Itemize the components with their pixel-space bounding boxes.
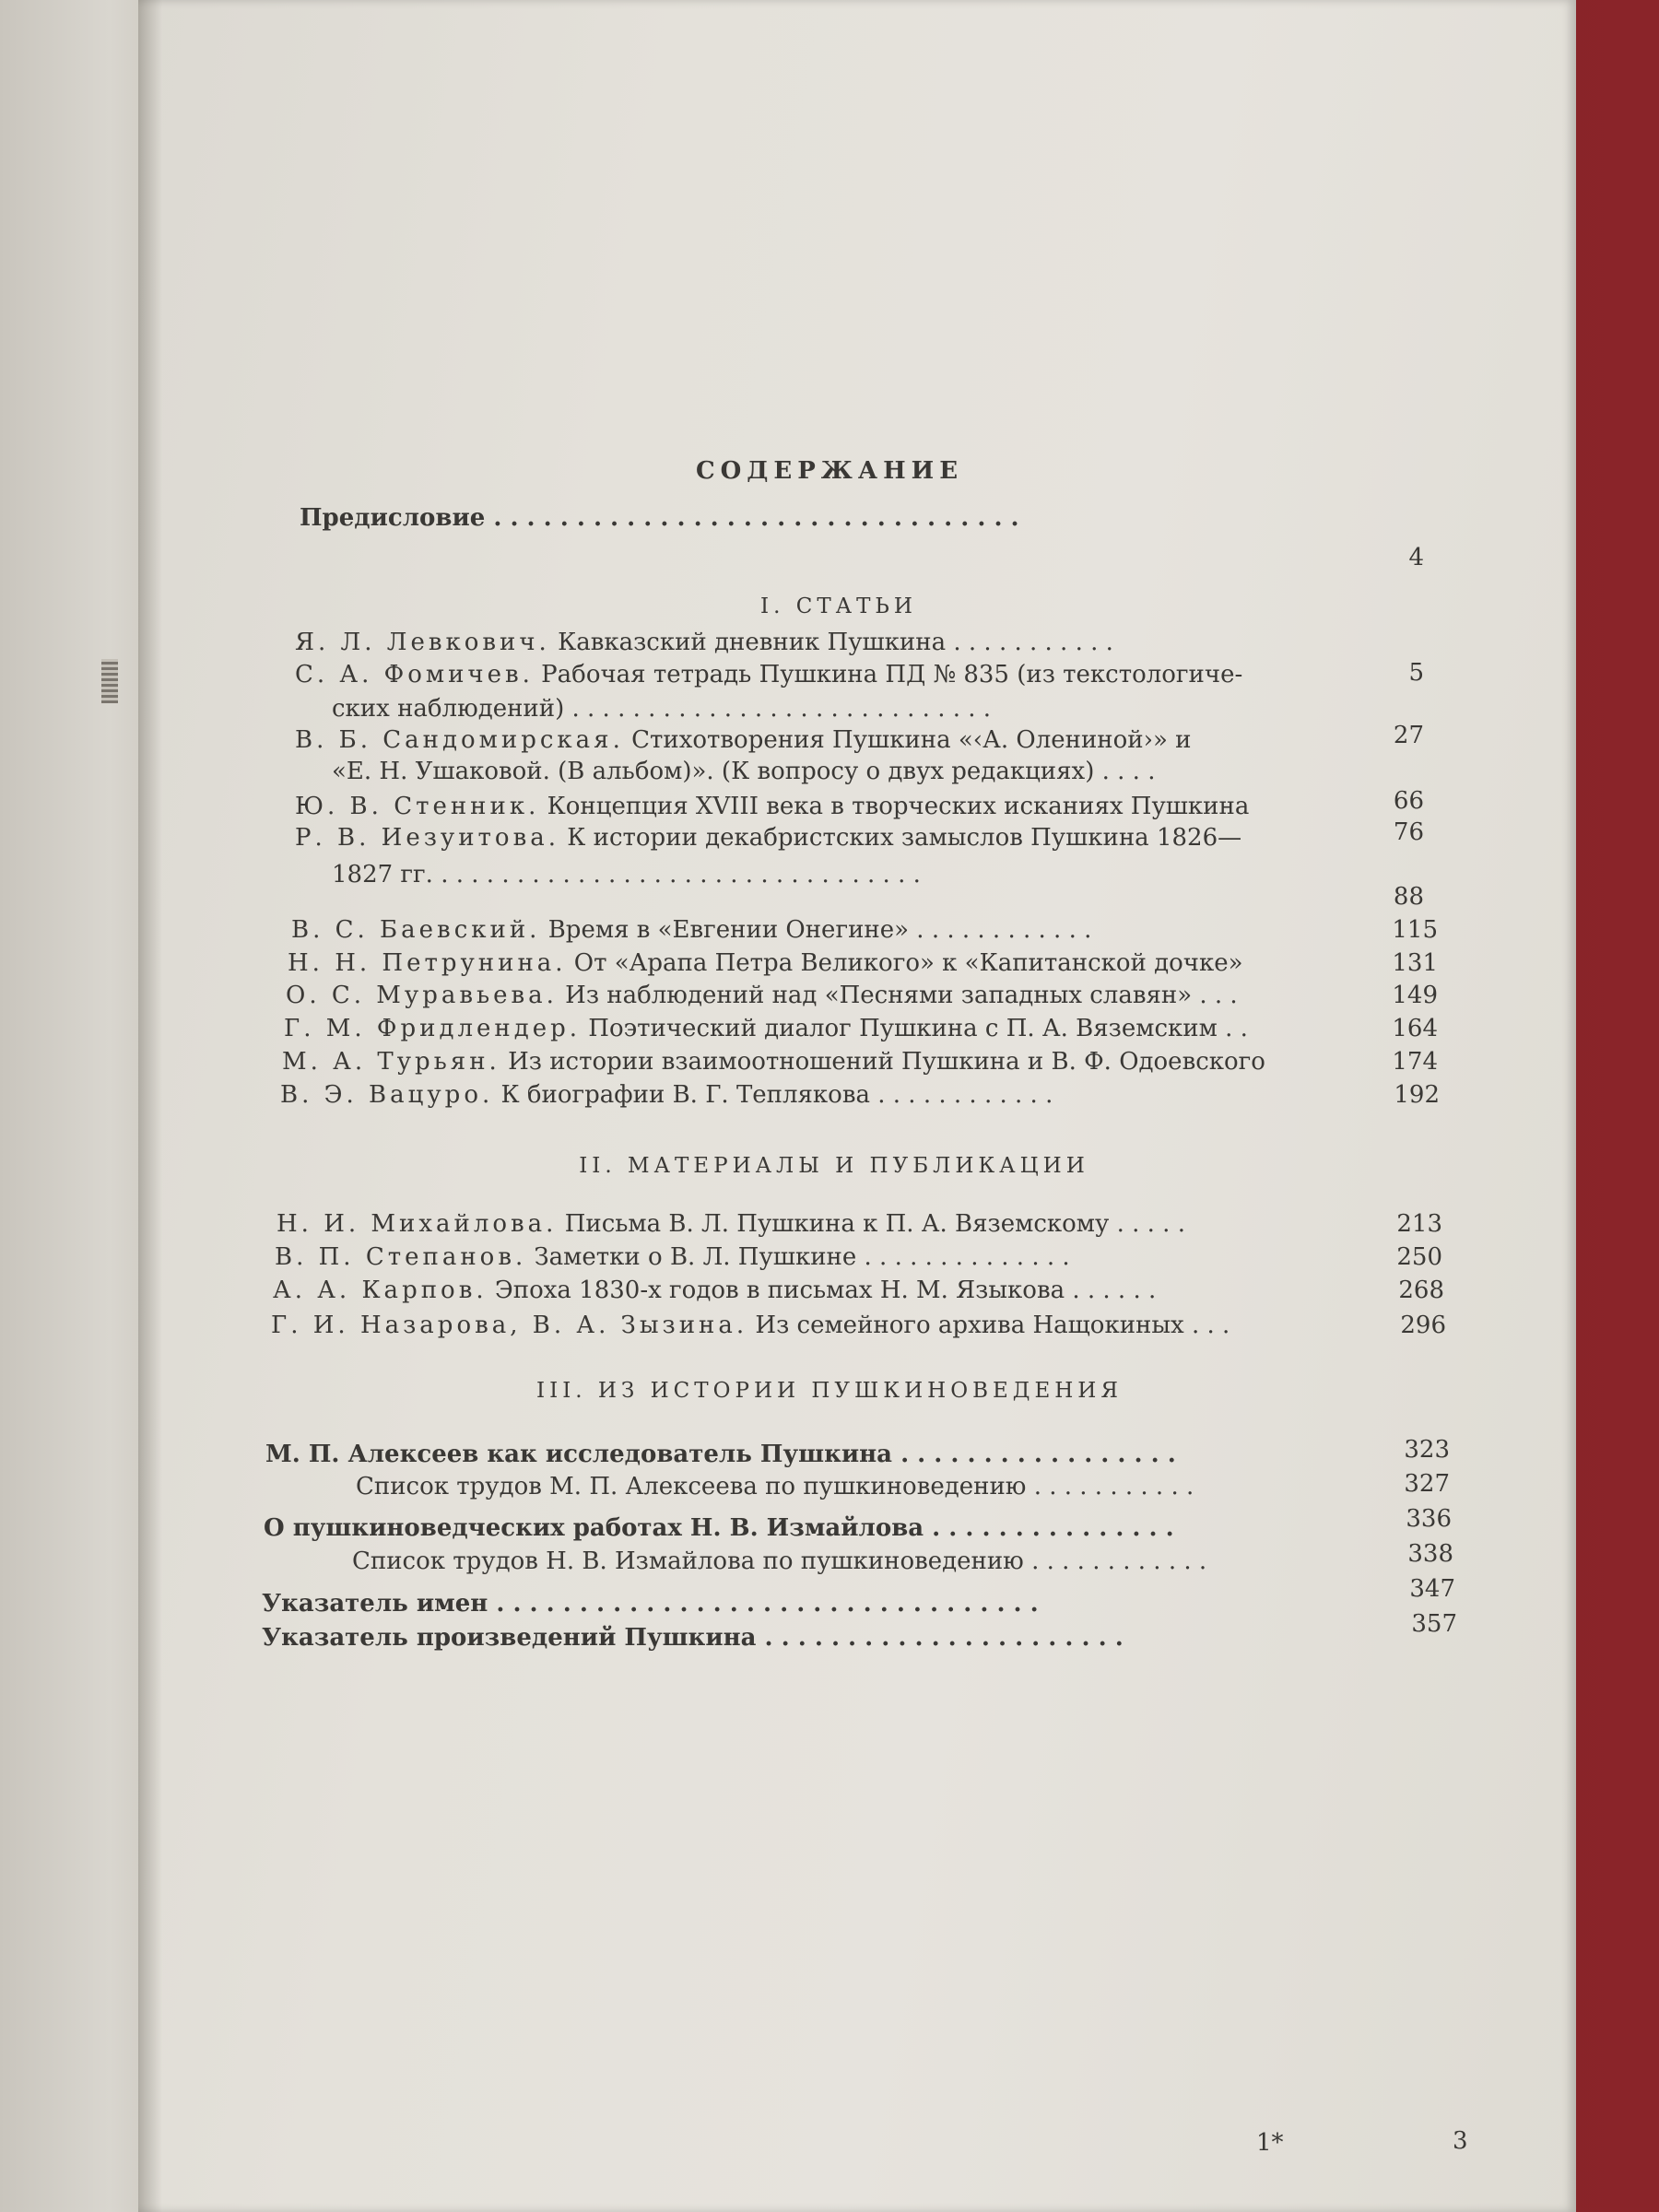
entry-title: Рабочая тетрадь Пушкина ПД № 835 (из текстологиче-	[533, 661, 1243, 688]
entry-title: Концепция XVIII века в творческих исканиях Пушкина	[539, 793, 1250, 820]
entry-title: Заметки о В. Л. Пушкине . . . . . . . . . . . . . .	[526, 1243, 1070, 1271]
toc-entry[interactable]	[295, 822, 1241, 853]
entry-author: Г. М. Фридлендер.	[284, 1015, 581, 1042]
entry-author: В. П. Степанов.	[275, 1243, 527, 1271]
toc-entry-continuation: 1827 гг. . . . . . . . . . . . . . . . . . . . . . . . . . . . . . . . .	[332, 861, 921, 888]
entry-title: К истории декабристских замыслов Пушкина 1826—	[559, 824, 1242, 852]
entry-author: Н. Н. Петрунина.	[288, 949, 567, 977]
toc-entry[interactable]	[273, 1275, 1156, 1306]
toc-page: 357	[1411, 1610, 1457, 1638]
entry-title: Из наблюдений над «Песнями западных славян» . . .	[557, 982, 1238, 1009]
toc-entry[interactable]: М. П. Алексеев как исследователь Пушкина . . . . . . . . . . . . . . . . .	[265, 1441, 1176, 1468]
toc-entry[interactable]	[286, 980, 1238, 1011]
toc-entry-continuation: «Е. Н. Ушаковой. (В альбом)». (К вопросу о двух редакциях) . . . .	[332, 758, 1156, 785]
entry-title: Письма В. Л. Пушкина к П. А. Вяземскому . . . . .	[557, 1210, 1185, 1238]
toc-entry[interactable]	[280, 1079, 1053, 1111]
toc-page: 347	[1409, 1575, 1455, 1603]
toc-page: 336	[1406, 1505, 1452, 1533]
toc-page: 76	[1393, 818, 1424, 846]
page-number: 3	[1453, 2127, 1468, 2155]
toc-entry[interactable]	[295, 659, 1242, 690]
entry-title: От «Арапа Петра Великого» к «Капитанской дочке»	[566, 949, 1243, 977]
toc-entry-continuation: ских наблюдений) . . . . . . . . . . . . . . . . . . . . . . . . . . . .	[332, 695, 992, 723]
toc-page: 323	[1404, 1436, 1450, 1464]
entry-title: Время в «Евгении Онегине» . . . . . . . . . . . .	[540, 916, 1092, 944]
previous-page-edge	[0, 0, 157, 2212]
section-heading-articles: I. СТАТЬИ	[760, 594, 917, 618]
toc-entry[interactable]: Список трудов Н. В. Измайлова по пушкиноведению . . . . . . . . . . . .	[352, 1547, 1207, 1575]
entry-author: В. Б. Сандомирская.	[295, 726, 624, 754]
entry-author: С. А. Фомичев.	[295, 661, 534, 688]
toc-page: 164	[1392, 1015, 1438, 1042]
entry-author: А. А. Карпов.	[273, 1277, 488, 1304]
toc-page-preface: 4	[1408, 544, 1424, 571]
toc-page: 5	[1408, 659, 1424, 687]
printer-signature: 1*	[1256, 2129, 1284, 2157]
entry-author: Н. И. Михайлова.	[276, 1210, 558, 1238]
toc-page: 327	[1404, 1470, 1450, 1498]
toc-title: СОДЕРЖАНИЕ	[695, 457, 964, 485]
toc-page: 88	[1393, 883, 1424, 911]
toc-entry[interactable]	[295, 791, 1249, 822]
toc-page: 192	[1394, 1081, 1440, 1109]
toc-entry[interactable]: Указатель произведений Пушкина . . . . . . . . . . . . . . . . . . . . . .	[262, 1624, 1124, 1652]
entry-title: Эпоха 1830-х годов в письмах Н. М. Языкова . . . . . .	[487, 1277, 1157, 1304]
entry-author: Р. В. Иезуитова.	[295, 824, 559, 852]
entry-author: В. С. Баевский.	[291, 916, 541, 944]
entry-title: К биографии В. Г. Теплякова . . . . . . . . . . . .	[493, 1081, 1053, 1109]
toc-entry[interactable]: Список трудов М. П. Алексеева по пушкиноведению . . . . . . . . . . .	[356, 1473, 1194, 1500]
toc-page: 213	[1396, 1210, 1442, 1238]
entry-title: Из истории взаимоотношений Пушкина и В. Ф. Одоевского	[500, 1048, 1265, 1076]
entry-author: М. А. Турьян.	[282, 1048, 500, 1076]
toc-page: 296	[1400, 1312, 1446, 1339]
toc-page: 131	[1392, 949, 1438, 977]
toc-page: 66	[1393, 787, 1424, 815]
toc-page: 250	[1396, 1243, 1442, 1271]
page-gutter-shadow	[138, 0, 162, 2212]
toc-entry-preface[interactable]: Предисловие . . . . . . . . . . . . . . . . . . . . . . . . . . . . . . . .	[300, 504, 1019, 532]
toc-entry[interactable]	[288, 947, 1243, 979]
toc-page: 338	[1407, 1540, 1453, 1568]
entry-author: Г. И. Назарова, В. А. Зызина.	[271, 1312, 748, 1339]
toc-page: 27	[1393, 722, 1424, 749]
toc-entry[interactable]	[275, 1241, 1070, 1273]
entry-author: Ю. В. Стенник.	[295, 793, 540, 820]
section-heading-materials: II. МАТЕРИАЛЫ И ПУБЛИКАЦИИ	[579, 1154, 1089, 1178]
entry-title: Поэтический диалог Пушкина с П. А. Вяземским . .	[581, 1015, 1248, 1042]
binding-thread	[101, 659, 118, 703]
section-heading-history: III. ИЗ ИСТОРИИ ПУШКИНОВЕДЕНИЯ	[536, 1379, 1123, 1403]
toc-page: 149	[1392, 982, 1438, 1009]
toc-entry[interactable]	[291, 914, 1091, 946]
toc-entry[interactable]	[271, 1310, 1230, 1341]
toc-page: 268	[1398, 1277, 1444, 1304]
toc-entry[interactable]	[276, 1208, 1185, 1240]
entry-author: О. С. Муравьева.	[286, 982, 558, 1009]
entry-author: Я. Л. Левкович.	[295, 629, 550, 656]
toc-entry[interactable]	[282, 1046, 1265, 1077]
toc-entry[interactable]: Указатель имен . . . . . . . . . . . . . . . . . . . . . . . . . . . . . . . . .	[262, 1590, 1039, 1618]
toc-entry[interactable]	[284, 1013, 1248, 1044]
toc-entry[interactable]	[295, 627, 1113, 658]
toc-entry[interactable]: О пушкиноведческих работах Н. В. Измайлова . . . . . . . . . . . . . . .	[264, 1514, 1174, 1542]
toc-page: 115	[1392, 916, 1438, 944]
entry-title: Из семейного архива Нащокиных . . .	[747, 1312, 1230, 1339]
entry-title: Стихотворения Пушкина «‹А. Олениной›» и	[623, 726, 1192, 754]
toc-entry[interactable]	[295, 724, 1192, 756]
entry-title: Кавказский дневник Пушкина . . . . . . . . . . .	[549, 629, 1113, 656]
toc-page: 174	[1392, 1048, 1438, 1076]
entry-author: В. Э. Вацуро.	[280, 1081, 494, 1109]
